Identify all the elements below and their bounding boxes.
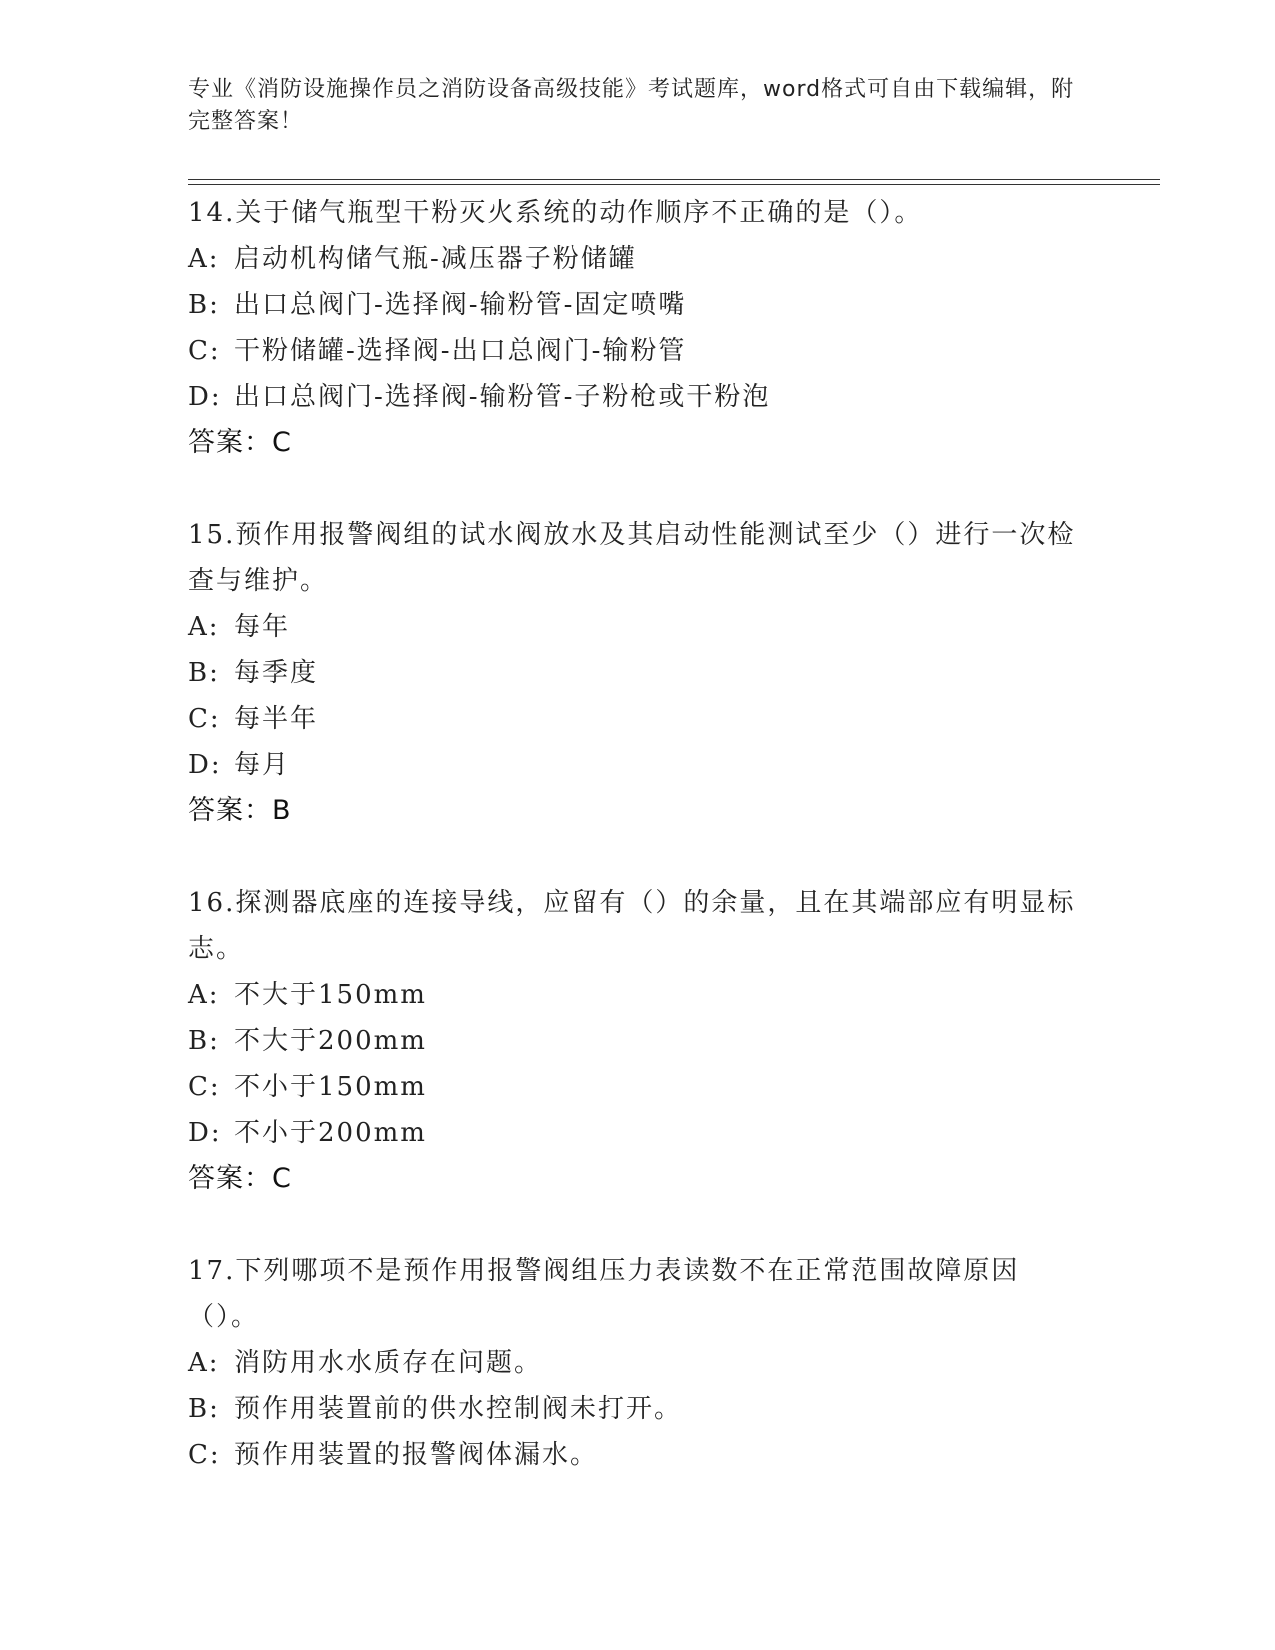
option-letter: D: [188,1118,222,1148]
option-b [188,1018,1088,1064]
option-d [188,1110,1088,1156]
option-b [188,1386,1088,1432]
option-text: 每半年 [234,704,319,734]
option-a [188,1340,1088,1386]
option-text: 启动机构储气瓶-减压器子粉储罐 [234,244,637,274]
option-text: 不小于150mm [234,1072,427,1102]
question-stem: 16.探测器底座的连接导线，应留有（）的余量，且在其端部应有明显标志。 [188,888,1076,964]
option-text: 消防用水水质存在问题。 [234,1348,543,1378]
header-divider-top [188,179,1160,180]
option-b [188,282,1088,328]
option-c [188,696,1088,742]
option-text: 预作用装置的报警阀体漏水。 [234,1440,599,1470]
question-15 [188,512,1088,834]
answer-line: 答案：C [188,427,292,458]
answer-line: 答案：B [188,795,292,826]
option-letter: A: [188,1348,220,1378]
spacer [188,834,1088,880]
spacer [188,1202,1088,1248]
question-17 [188,1248,1088,1478]
option-text: 出口总阀门-选择阀-输粉管-子粉枪或干粉泡 [234,382,771,412]
option-letter: A: [188,612,220,642]
question-list [188,190,1088,1478]
option-letter: A: [188,980,220,1010]
header-divider-bottom [188,184,1160,185]
option-letter: C: [188,704,221,734]
option-a [188,604,1088,650]
option-text: 每年 [234,612,291,642]
option-text: 不小于200mm [234,1118,427,1148]
option-text: 预作用装置前的供水控制阀未打开。 [234,1394,683,1424]
question-stem: 14.关于储气瓶型干粉灭火系统的动作顺序不正确的是（）。 [188,198,923,228]
spacer [188,466,1088,512]
option-letter: C: [188,336,221,366]
option-c [188,1064,1088,1110]
question-16 [188,880,1088,1202]
option-letter: B: [188,1394,220,1424]
option-letter: C: [188,1440,221,1470]
option-letter: D: [188,750,222,780]
option-text: 不大于150mm [234,980,427,1010]
question-stem: 15.预作用报警阀组的试水阀放水及其启动性能测试至少（）进行一次检查与维护。 [188,520,1076,596]
answer-line: 答案：C [188,1163,292,1194]
option-letter: B: [188,1026,220,1056]
option-text: 不大于200mm [234,1026,427,1056]
question-stem: 17.下列哪项不是预作用报警阀组压力表读数不在正常范围故障原因（）。 [188,1256,1020,1332]
option-c [188,1432,1088,1478]
option-text: 每月 [234,750,291,780]
option-a [188,972,1088,1018]
option-text: 干粉储罐-选择阀-出口总阀门-输粉管 [234,336,687,366]
option-letter: B: [188,658,220,688]
option-d [188,374,1088,420]
option-text: 每季度 [234,658,319,688]
option-b [188,650,1088,696]
option-letter: A: [188,244,220,274]
option-letter: C: [188,1072,221,1102]
option-d [188,742,1088,788]
option-letter: D: [188,382,222,412]
document-header: 专业《消防设施操作员之消防设备高级技能》考试题库，word格式可自由下载编辑，附完整答案！ [188,77,1075,134]
option-letter: B: [188,290,220,320]
option-a [188,236,1088,282]
option-text: 出口总阀门-选择阀-输粉管-固定喷嘴 [234,290,687,320]
question-14 [188,190,1088,466]
option-c [188,328,1088,374]
